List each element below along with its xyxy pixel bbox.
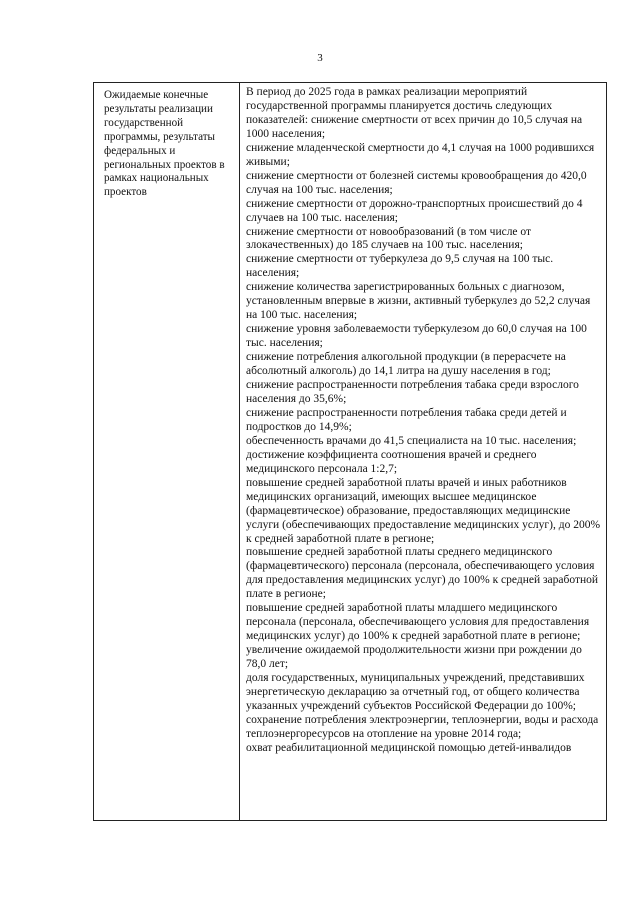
indicator-paragraph: снижение смертности от туберкулеза до 9,5 случая на 100 тыс. населения; — [246, 253, 554, 280]
indicator-paragraph: снижение количества зарегистрированных больных с диагнозом, установленным впервые в жизни, активный туберкулез до 52,2 случая на 100 тыс. населения; — [246, 281, 591, 322]
indicator-paragraph: увеличение ожидаемой продолжительности жизни при рождении до 78,0 лет; — [246, 644, 582, 671]
indicator-paragraph: снижение смертности от болезней системы кровообращения до 420,0 случая на 100 тыс. населения; — [246, 169, 587, 196]
program-results-table — [93, 82, 607, 821]
indicator-paragraph: повышение средней заработной платы врачей и иных работников медицинских организаций, имеющих высшее медицинское (фармацевтическое) образование, предоставляющих медицинские услуги (обеспечивающих предоставление медицинских услуг), до 200% к средней заработной плате в регионе; — [246, 476, 601, 545]
table-content-cell — [240, 83, 606, 820]
indicator-paragraph: повышение средней заработной платы младшего медицинского персонала (персонала, обеспечивающего условия для предоставления медицинских услуг) до 100% к средней заработной плате в регионе; — [246, 602, 590, 643]
indicator-paragraph: снижение уровня заболеваемости туберкулезом до 60,0 случая на 100 тыс. населения; — [246, 323, 587, 350]
indicator-paragraph: снижение смертности от новообразований (в том числе от злокачественных) до 185 случаев на 100 тыс. населения; — [246, 225, 532, 252]
indicator-paragraph: сохранение потребления электроэнергии, теплоэнергии, воды и расхода теплоэнергоресурсов на отопление на уровне 2014 года; — [246, 713, 599, 740]
indicator-paragraph: повышение средней заработной платы среднего медицинского (фармацевтического) персонала (персонала, обеспечивающего условия для предоставления медицинских услуг) до 100% к средней заработной плате в регионе; — [246, 546, 599, 601]
indicator-paragraph: снижение распространенности потребления табака среди детей и подростков до 14,9%; — [246, 406, 567, 433]
table-label-cell: Ожидаемые конечные результаты реализации государственной программы, результаты федеральных и региональных проектов в рамках национальных проектов — [94, 83, 240, 820]
indicator-paragraph: достижение коэффициента соотношения врачей и среднего медицинского персонала 1:2,7; — [246, 448, 537, 475]
indicator-paragraph: снижение распространенности потребления табака среди взрослого населения до 35,6%; — [246, 379, 579, 405]
indicator-paragraph: снижение потребления алкогольной продукции (в перерасчете на абсолютный алкоголь) до 14,1 литра на душу населения в год; — [246, 351, 566, 378]
indicator-paragraph: охват реабилитационной медицинской помощью детей-инвалидов — [246, 741, 572, 754]
page-number: 3 — [317, 52, 323, 64]
indicator-paragraph: В период до 2025 года в рамках реализации мероприятий государственной программы планируется достичь следующих показателей: снижение смертности от всех причин до 10,5 случая на 1000 населения; — [246, 86, 583, 140]
indicator-paragraph: доля государственных, муниципальных учреждений, представивших энергетическую декларацию за отчетный год, от общего количества указанных учреждений субъектов Российской Федерации до 100%; — [246, 672, 585, 712]
indicator-paragraph: снижение младенческой смертности до 4,1 случая на 1000 родившихся живыми; — [246, 141, 595, 168]
indicator-paragraph: снижение смертности от дорожно-транспортных происшествий до 4 случаев на 100 тыс. населения; — [246, 197, 583, 224]
indicator-paragraph: обеспеченность врачами до 41,5 специалиста на 10 тыс. населения; — [246, 434, 577, 447]
